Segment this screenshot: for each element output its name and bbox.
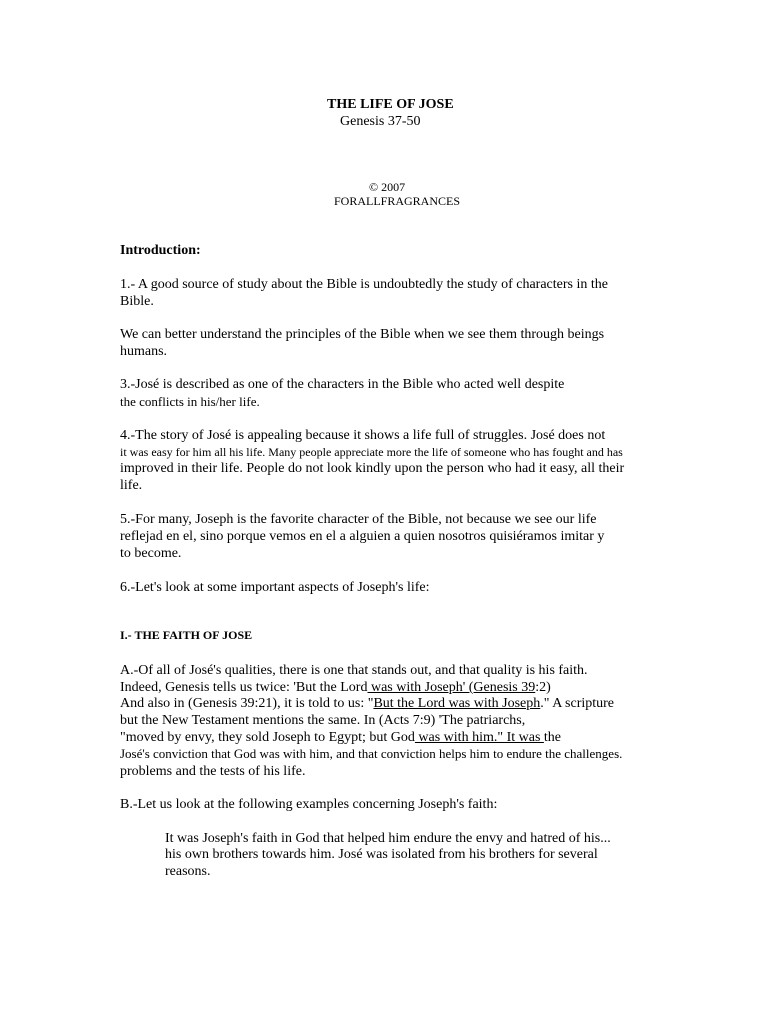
section-a-line1: A.-Of all of José's qualities, there is one that stands out, and that quality is his faith.: [120, 663, 588, 678]
intro-p1-line1: 1.- A good source of study about the Bible is undoubtedly the study of characters in the: [120, 277, 608, 292]
intro-heading: Introduction:: [120, 243, 201, 258]
section-a-line4: but the New Testament mentions the same. In (Acts 7:9) 'The patriarchs,: [120, 713, 526, 728]
intro-p3-line1: 3.-José is described as one of the characters in the Bible who acted well despite: [120, 377, 565, 392]
section-b-quote-line2: his own brothers towards him. José was isolated from his brothers for several: [165, 847, 598, 862]
intro-p3-line2: the conflicts in his/her life.: [120, 394, 260, 409]
section-a-line3-text: And also in (Genesis 39:21), it is told to us: ": [120, 696, 374, 711]
section-b-quote-line1: It was Joseph's faith in God that helped him endure the envy and hatred of his...: [165, 831, 611, 846]
intro-p5-line1: 5.-For many, Joseph is the favorite character of the Bible, not because we see our life: [120, 512, 597, 527]
section-b-quote-line3: reasons.: [165, 864, 211, 879]
section-heading-faith: I.- THE FAITH OF JOSE: [120, 628, 253, 642]
intro-p4-line3: improved in their life. People do not look kindly upon the person who had it easy, all their: [120, 461, 625, 476]
section-a-line3-tail: ." A scripture: [540, 696, 615, 711]
intro-p4-line2: it was easy for him all his life. Many people appreciate more the life of someone who has fought and has: [120, 445, 623, 459]
section-a-line2: [120, 679, 551, 696]
document-subtitle: Genesis 37-50: [340, 114, 421, 129]
author-name: FORALLFRAGRANCES: [334, 194, 461, 208]
section-a-line7: problems and the tests of his life.: [120, 764, 306, 779]
section-b-line1: B.-Let us look at the following examples concerning Joseph's faith:: [120, 797, 498, 812]
section-a-line2-underlined: was with Joseph' (Genesis 39: [367, 680, 536, 695]
section-a-line5-tail: the: [543, 730, 561, 745]
intro-p5-line2: reflejad en el, sino porque vemos en el a alguien a quien nosotros quisiéramos imitar y: [120, 529, 605, 544]
copyright-year: © 2007: [369, 180, 406, 194]
section-a-line2-text: Indeed, Genesis tells us twice: 'But the Lord: [120, 680, 368, 695]
intro-p5-line3: to become.: [120, 546, 182, 561]
section-a-line3: [120, 695, 614, 712]
intro-p4-line1: 4.-The story of José is appealing because it shows a life full of struggles. José does not: [120, 428, 606, 443]
document-title: THE LIFE OF JOSE: [327, 97, 454, 112]
section-a-line5-text: "moved by envy, they sold Joseph to Egypt; but God: [120, 730, 415, 745]
intro-p2-line2: humans.: [120, 344, 168, 359]
intro-p6: 6.-Let's look at some important aspects of Joseph's life:: [120, 580, 430, 595]
section-a-line3-underlined: But the Lord was with Joseph: [373, 696, 541, 711]
section-a-line5: [120, 729, 561, 746]
section-a-line6: José's conviction that God was with him, and that conviction helps him to endure the challenges.: [120, 746, 623, 761]
intro-p1-line2: Bible.: [120, 294, 154, 309]
section-a-line5-underlined: was with him." It was: [414, 730, 544, 745]
intro-p2-line1: We can better understand the principles of the Bible when we see them through beings: [120, 327, 605, 342]
section-a-line2-tail: :2): [535, 680, 551, 695]
intro-p4-line4: life.: [120, 478, 143, 493]
